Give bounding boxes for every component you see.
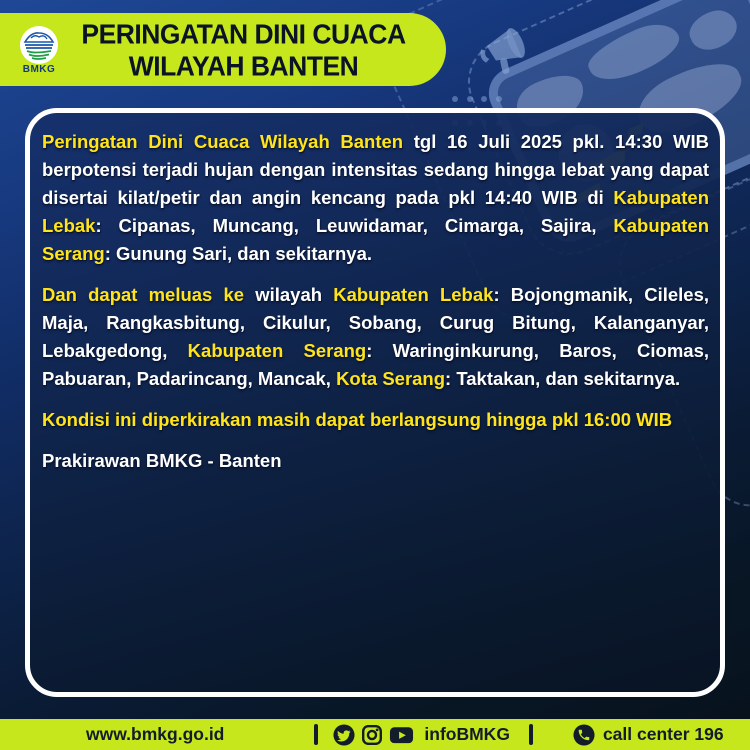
alert-card bbox=[25, 108, 725, 697]
body-text: Prakirawan BMKG - Banten bbox=[42, 450, 282, 471]
twitter-icon bbox=[333, 724, 355, 746]
highlight-text: Peringatan Dini Cuaca Wilayah Banten bbox=[42, 131, 404, 152]
call-center-label: call center 196 bbox=[602, 724, 724, 744]
separator bbox=[314, 724, 318, 745]
body-text: : Waringinkurung, Baros, Ciomas, Pabuaran, Padarincang, Mancak, bbox=[42, 340, 710, 389]
highlight-text: Kabupaten Lebak bbox=[42, 187, 709, 236]
social-handle: infoBMKG bbox=[424, 724, 510, 744]
body-text: : Gunung Sari, dan sekitarnya. bbox=[104, 243, 373, 264]
body-text: tgl 16 Juli 2025 pkl. 14:30 WIB berpotensi terjadi hujan dengan intensitas sedang hingga lebat yang dapat disertai kilat/petir dan angin kencang pada pkl 14:40 WIB di bbox=[42, 131, 709, 208]
highlight-text: Kondisi ini diperkirakan masih dapat berlangsung hingga pkl 16:00 WIB bbox=[42, 409, 673, 430]
highlight-text: Kabupaten Lebak bbox=[333, 284, 494, 305]
body-text: wilayah bbox=[244, 284, 334, 305]
page-title-line1: PERINGATAN DINI CUACA bbox=[81, 17, 406, 50]
body-text: : Taktakan, dan sekitarnya. bbox=[445, 368, 681, 389]
alert-paragraph bbox=[42, 406, 709, 434]
bmkg-logo bbox=[13, 25, 65, 75]
social-icons bbox=[333, 724, 510, 746]
alert-paragraph bbox=[42, 281, 709, 393]
phone-icon bbox=[573, 724, 595, 746]
separator bbox=[529, 724, 533, 745]
alert-paragraph bbox=[42, 447, 709, 475]
body-text: : Bojongmanik, Cileles, Maja, Rangkasbitung, Cikulur, Sobang, Curug Bitung, Kalanganyar, Lebakgedong, bbox=[42, 284, 709, 361]
bmkg-logo-label: BMKG bbox=[22, 63, 56, 75]
header-banner bbox=[0, 13, 446, 86]
youtube-icon bbox=[389, 724, 414, 746]
call-center bbox=[573, 724, 724, 746]
bmkg-logo-icon bbox=[19, 25, 59, 65]
highlight-text: Kota Serang bbox=[336, 368, 446, 389]
instagram-icon bbox=[361, 724, 383, 746]
page-title bbox=[65, 18, 446, 82]
body-text: : Cipanas, Muncang, Leuwidamar, Cimarga, Sajira, bbox=[95, 215, 614, 236]
highlight-text: Kabupaten Serang bbox=[42, 215, 709, 264]
highlight-text: Kabupaten Serang bbox=[187, 340, 367, 361]
megaphone-icon bbox=[474, 20, 540, 80]
website-link: www.bmkg.go.id bbox=[86, 724, 225, 744]
alert-paragraph bbox=[42, 128, 709, 268]
page-title-line2: WILAYAH BANTEN bbox=[128, 49, 359, 82]
highlight-text: Dan dapat meluas ke bbox=[42, 284, 245, 305]
alert-body bbox=[30, 113, 720, 475]
footer-bar bbox=[0, 719, 750, 750]
